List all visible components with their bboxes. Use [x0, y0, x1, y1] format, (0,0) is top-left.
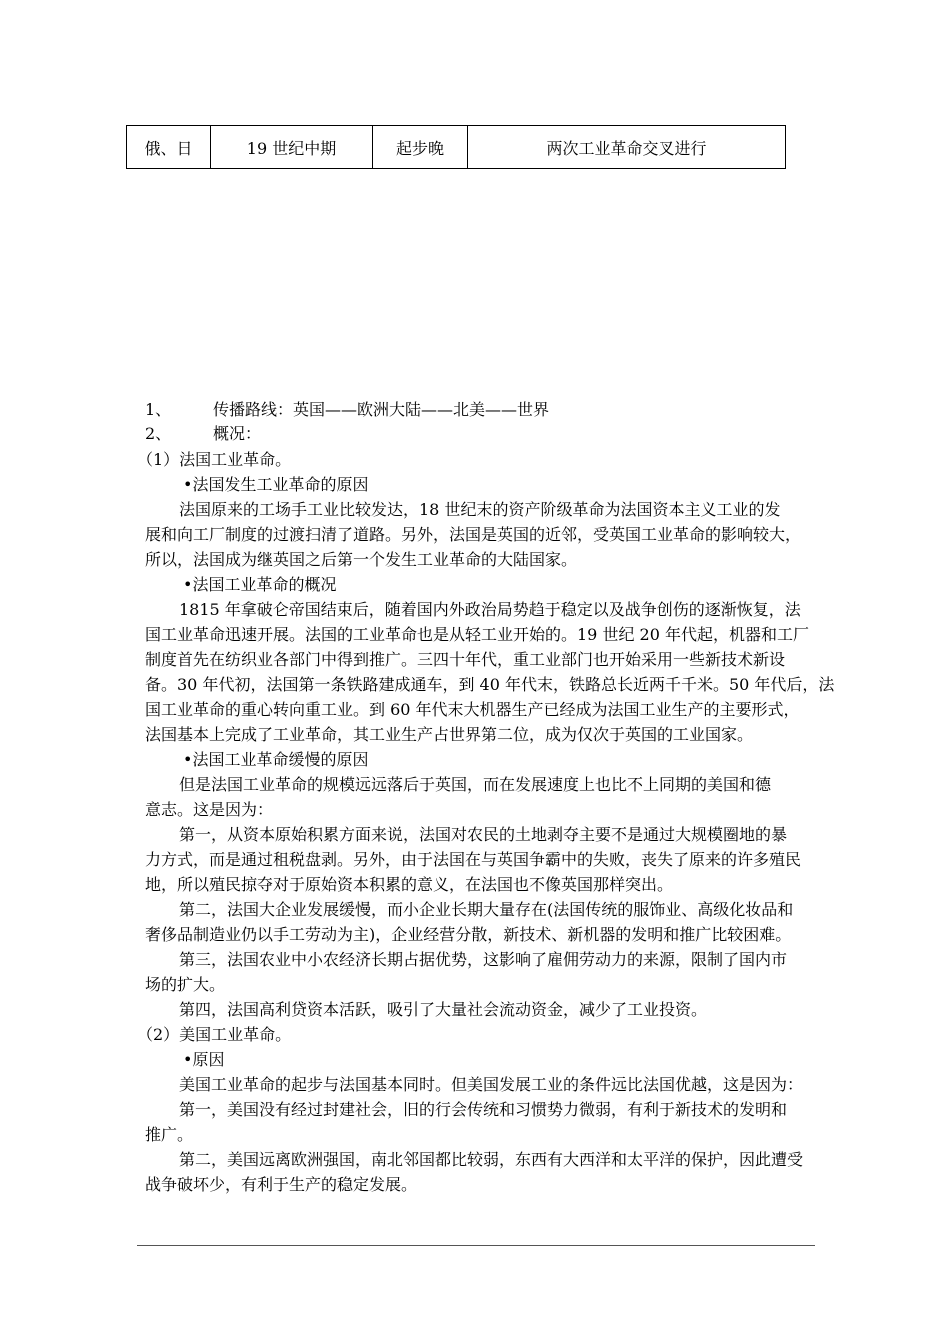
table-cell-characteristic: 两次工业革命交叉进行 — [468, 126, 786, 169]
paragraph-line: 法国基本上完成了工业革命，其工业生产占世界第二位，成为仅次于英国的工业国家。 — [145, 725, 754, 744]
paragraph-line: 第三，法国农业中小农经济长期占据优势，这影响了雇佣劳动力的来源，限制了国内市 — [179, 950, 788, 969]
list-text: 概况： — [213, 424, 262, 443]
paragraph-line: 展和向工厂制度的过渡扫清了道路。另外，法国是英国的近邻，受英国工业革命的影响较大， — [145, 525, 802, 544]
comparison-table — [126, 125, 786, 169]
paragraph-line: 第一，美国没有经过封建社会，旧的行会传统和习惯势力微弱，有利于新技术的发明和 — [179, 1100, 788, 1119]
table-cell-feature: 起步晚 — [373, 126, 468, 169]
subheading: •法国发生工业革命的原因 — [183, 475, 369, 494]
paragraph-line: 奢侈品制造业仍以手工劳动为主)，企业经营分散，新技术、新机器的发明和推广比较困难。 — [145, 925, 792, 944]
section-heading: （2）美国工业革命。 — [137, 1025, 292, 1044]
paragraph-line: 力方式，而是通过租税盘剥。另外，由于法国在与英国争霸中的失败，丧失了原来的许多殖民 — [145, 850, 802, 869]
list-number: 2、 — [145, 424, 172, 443]
paragraph-line: 意志。这是因为： — [145, 800, 274, 819]
paragraph-line: 战争破坏少，有利于生产的稳定发展。 — [145, 1175, 418, 1194]
table-row — [127, 126, 786, 169]
paragraph-line: 第一，从资本原始积累方面来说，法国对农民的土地剥夺主要不是通过大规模圈地的暴 — [179, 825, 788, 844]
paragraph-line: 场的扩大。 — [145, 975, 226, 994]
paragraph-line: 备。30 年代初，法国第一条铁路建成通车，到 40 年代末，铁路总长近两千千米。50 年代后，法 — [145, 675, 835, 694]
paragraph-line: 美国工业革命的起步与法国基本同时。但美国发展工业的条件远比法国优越，这是因为： — [179, 1075, 804, 1094]
paragraph-line: 制度首先在纺织业各部门中得到推广。三四十年代，重工业部门也开始采用一些新技术新设 — [145, 650, 786, 669]
list-item — [145, 398, 549, 422]
paragraph-line: 1815 年拿破仑帝国结束后，随着国内外政治局势趋于稳定以及战争创伤的逐渐恢复，法 — [179, 600, 801, 619]
subheading: •原因 — [183, 1050, 225, 1069]
footer-divider — [137, 1245, 815, 1246]
paragraph-line: 第二，法国大企业发展缓慢，而小企业长期大量存在(法国传统的服饰业、高级化妆品和 — [179, 900, 794, 919]
paragraph-line: 所以，法国成为继英国之后第一个发生工业革命的大陆国家。 — [145, 550, 578, 569]
subheading: •法国工业革命缓慢的原因 — [183, 750, 369, 769]
paragraph-line: 但是法国工业革命的规模远远落后于英国，而在发展速度上也比不上同期的美国和德 — [179, 775, 772, 794]
paragraph-line: 第四，法国高利贷资本活跃，吸引了大量社会流动资金，减少了工业投资。 — [179, 1000, 708, 1019]
list-text: 传播路线：英国——欧洲大陆——北美——世界 — [213, 400, 550, 419]
list-item — [145, 422, 261, 446]
table-cell-country: 俄、日 — [127, 126, 211, 169]
list-number: 1、 — [145, 400, 172, 419]
section-heading: （1）法国工业革命。 — [137, 450, 292, 469]
paragraph-line: 推广。 — [145, 1125, 194, 1144]
paragraph-line: 第二，美国远离欧洲强国，南北邻国都比较弱，东西有大西洋和太平洋的保护，因此遭受 — [179, 1150, 804, 1169]
table-cell-time: 19 世纪中期 — [211, 126, 373, 169]
paragraph-line: 地，所以殖民掠夺对于原始资本积累的意义，在法国也不像英国那样突出。 — [145, 875, 674, 894]
paragraph-line: 国工业革命迅速开展。法国的工业革命也是从轻工业开始的。19 世纪 20 年代起，机器和工厂 — [145, 625, 809, 644]
paragraph-line: 国工业革命的重心转向重工业。到 60 年代末大机器生产已经成为法国工业生产的主要形式， — [145, 700, 800, 719]
subheading: •法国工业革命的概况 — [183, 575, 337, 594]
paragraph-line: 法国原来的工场手工业比较发达，18 世纪末的资产阶级革命为法国资本主义工业的发 — [179, 500, 781, 519]
